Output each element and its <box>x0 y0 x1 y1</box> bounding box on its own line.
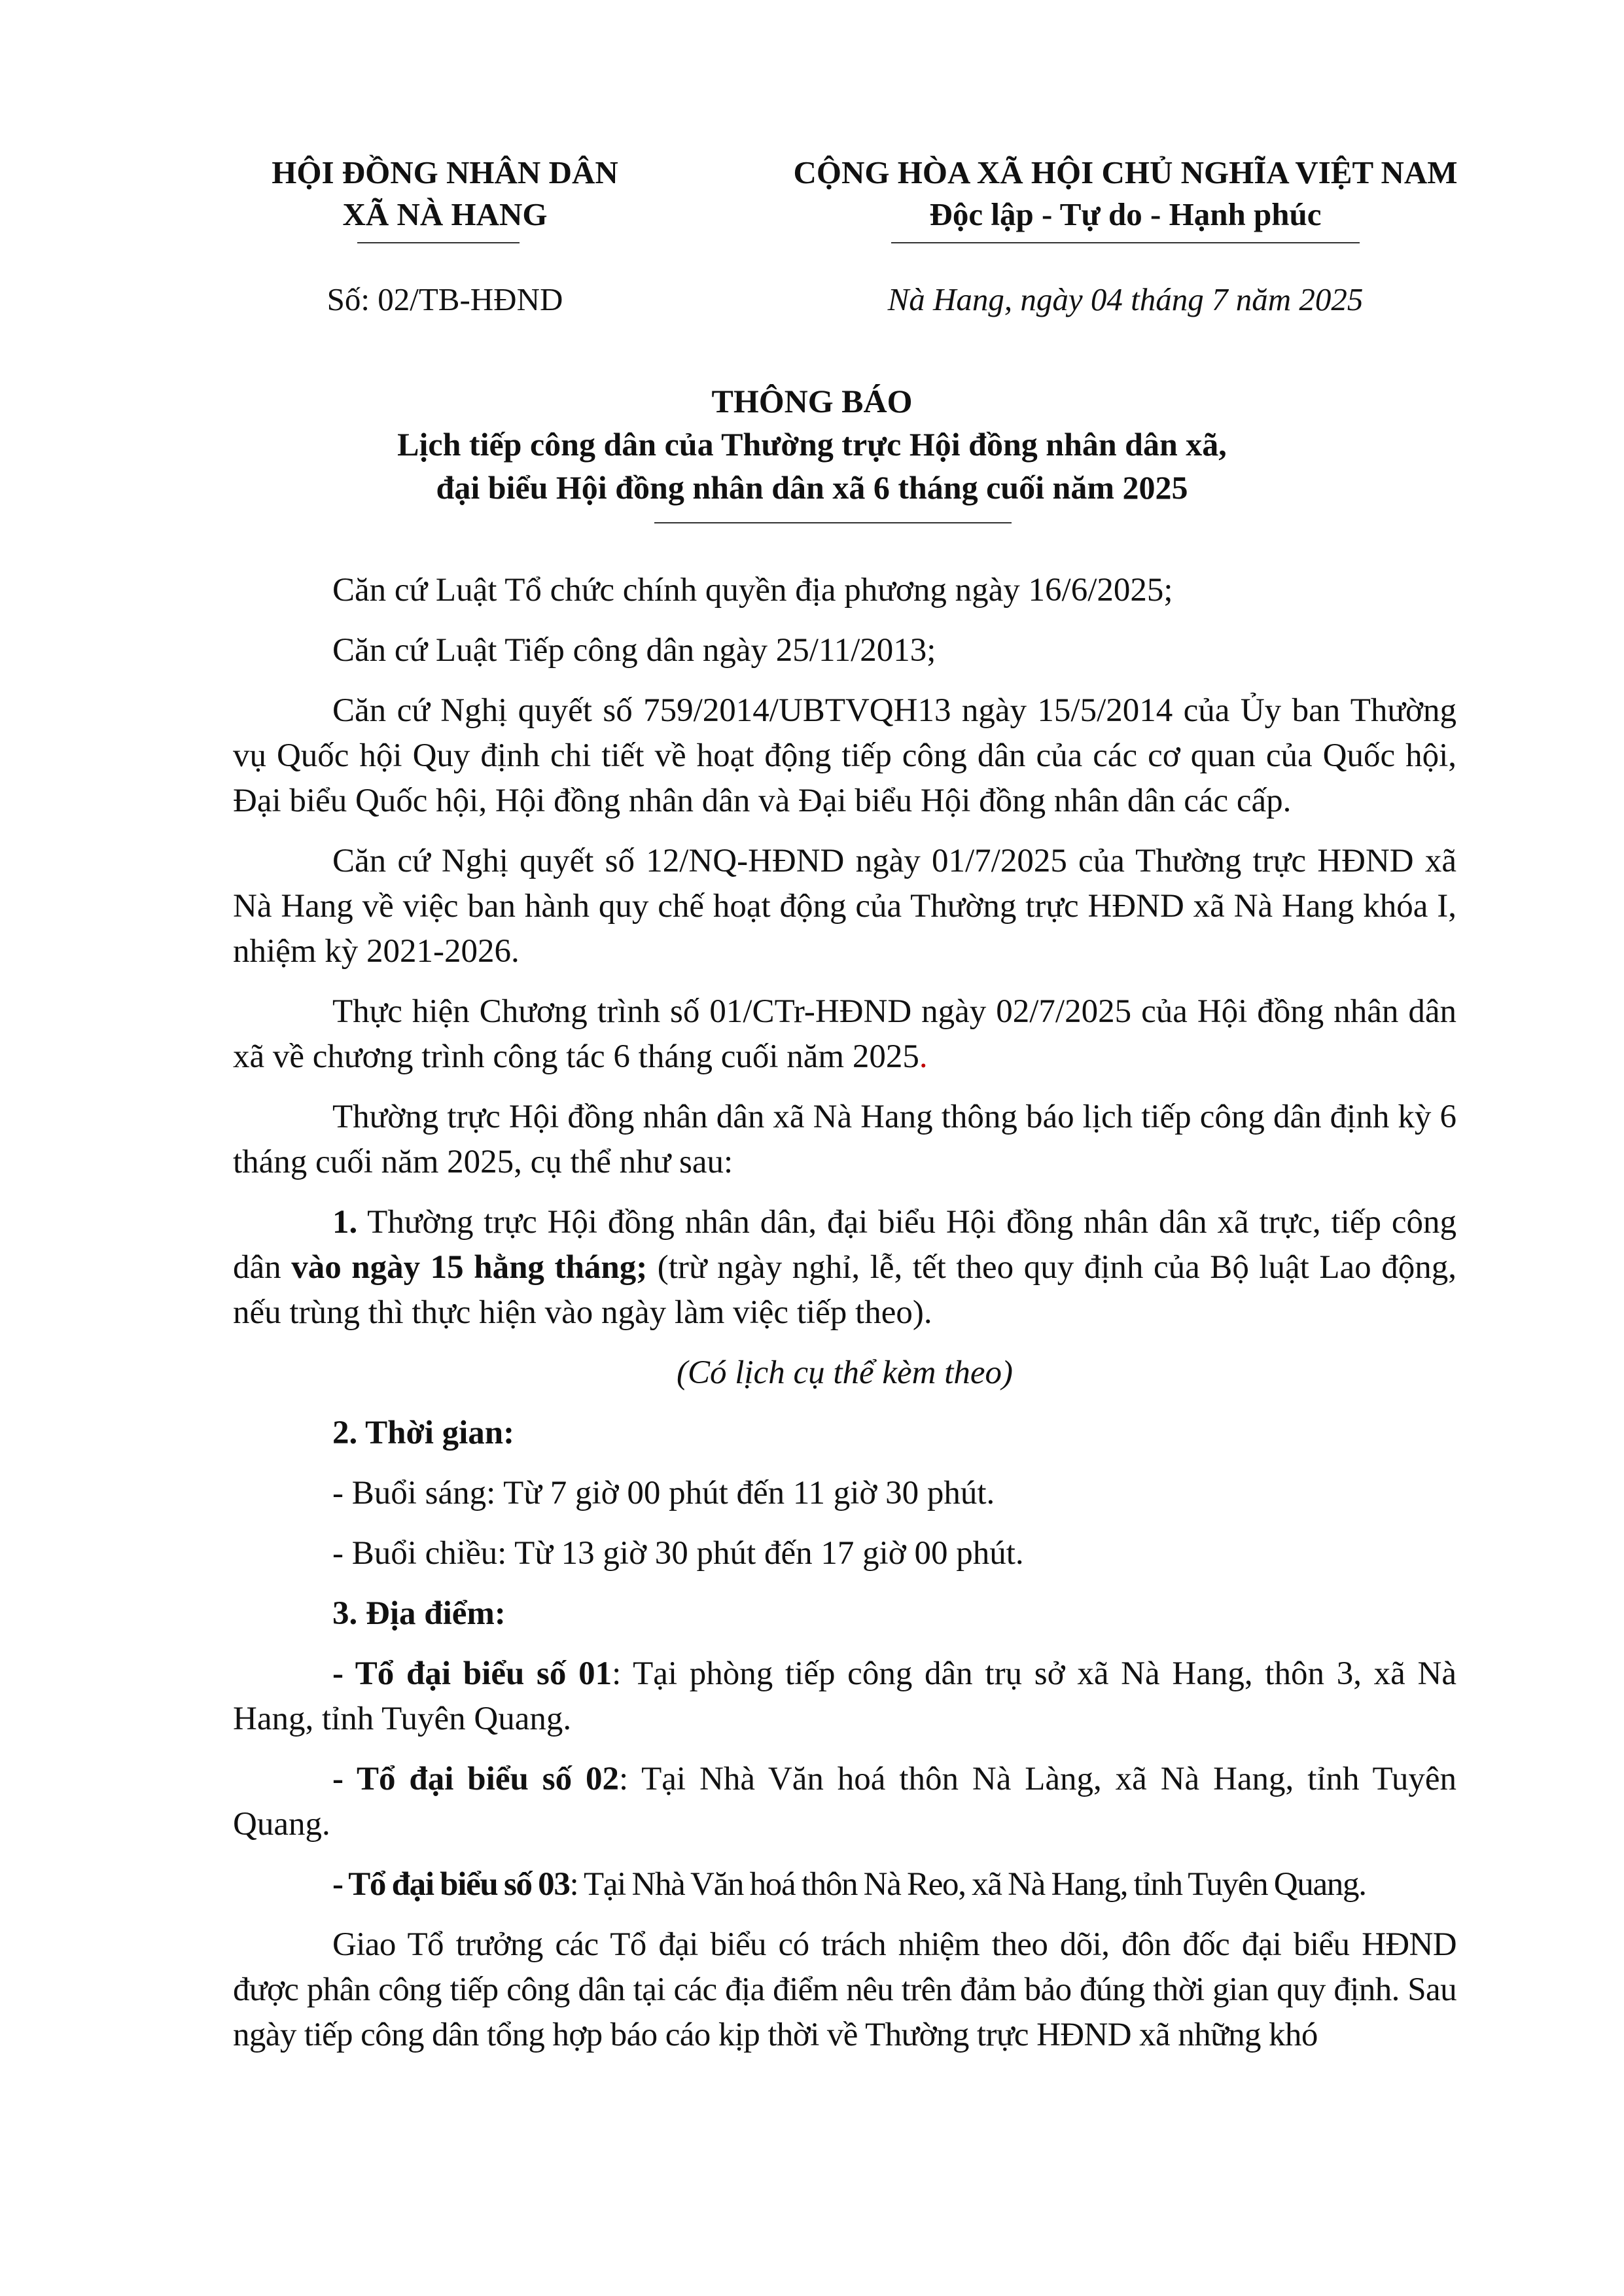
item-1-number: 1. <box>332 1204 358 1241</box>
document-date: Nà Hang, ngày 04 tháng 7 năm 2025 <box>887 281 1364 317</box>
item-1-note: (Có lịch cụ thể kèm theo) <box>676 1354 1014 1391</box>
item-1 <box>233 1200 1456 1335</box>
legal-basis-2: Căn cứ Luật Tiếp công dân ngày 25/11/2013; <box>332 632 936 669</box>
title-subtitle-line1: Lịch tiếp công dân của Thường trực Hội đồng nhân dân xã, <box>397 426 1227 463</box>
national-header <box>726 152 1525 236</box>
legal-basis-4: Căn cứ Nghị quyết số 12/NQ-HĐND ngày 01/7/2025 của Thường trực HĐND xã Nà Hang về việc ban hành quy chế hoạt động của Thường trực HĐND xã Nà Hang khóa I, nhiệm kỳ 2021-2026. <box>233 843 1456 970</box>
issuing-authority <box>216 152 674 236</box>
group-3-text: : Tại Nhà Văn hoá thôn Nà Reo, xã Nà Hang, tỉnh Tuyên Quang. <box>569 1866 1366 1903</box>
legal-basis-5 <box>233 989 1456 1080</box>
document-number: Số: 02/TB-HĐND <box>327 281 563 317</box>
nation-motto: Độc lập - Tự do - Hạnh phúc <box>929 196 1322 232</box>
legal-basis-3: Căn cứ Nghị quyết số 759/2014/UBTVQH13 ngày 15/5/2014 của Ủy ban Thường vụ Quốc hội Quy định chi tiết về hoạt động tiếp công dân của các cơ quan của Quốc hội, Đại biểu Quốc hội, Hội đồng nhân dân và Đại biểu Hội đồng nhân dân các cấp. <box>233 692 1456 819</box>
item-1-schedule: vào ngày 15 hằng tháng; <box>291 1249 648 1286</box>
item-2-afternoon: - Buổi chiều: Từ 13 giờ 30 phút đến 17 giờ 00 phút. <box>332 1535 1024 1572</box>
location-group-3 <box>233 1862 1456 1907</box>
authority-commune: XÃ NÀ HANG <box>342 196 548 232</box>
group-1-label: - Tổ đại biểu số 01 <box>332 1655 612 1692</box>
title-main: THÔNG BÁO <box>711 383 913 419</box>
title-subtitle-line2: đại biểu Hội đồng nhân dân xã 6 tháng cuối năm 2025 <box>436 469 1188 506</box>
item-1-text-b: (trừ ngày nghỉ, lễ, tết theo quy định của Bộ luật Lao động, nếu trùng thì thực hiện vào ngày làm việc tiếp theo). <box>233 1249 1456 1331</box>
nation-name: CỘNG HÒA XÃ HỘI CHỦ NGHĨA VIỆT NAM <box>793 154 1458 190</box>
group-2-label: - Tổ đại biểu số 02 <box>332 1761 619 1797</box>
intro-paragraph: Thường trực Hội đồng nhân dân xã Nà Hang thông báo lịch tiếp công dân định kỳ 6 tháng cuối năm 2025, cụ thể như sau: <box>233 1099 1456 1180</box>
title-underline <box>654 522 1012 523</box>
authority-underline <box>357 242 520 243</box>
item-1-text-a: Thường trực Hội đồng nhân dân, đại biểu Hội đồng nhân dân xã trực, tiếp công dân <box>233 1204 1456 1286</box>
assignment-paragraph: Giao Tổ trưởng các Tổ đại biểu có trách nhiệm theo dõi, đôn đốc đại biểu HĐND được phân công tiếp công dân tại các địa điểm nêu trên đảm bảo đúng thời gian quy định. Sau ngày tiếp công dân tổng hợp báo cáo kịp thời về Thường trực HĐND xã những khó <box>233 1926 1456 2053</box>
group-2-text: : Tại Nhà Văn hoá thôn Nà Làng, xã Nà Hang, tỉnh Tuyên Quang. <box>233 1761 1457 1843</box>
group-3-label: - Tổ đại biểu số 03 <box>332 1866 570 1903</box>
group-1-text: : Tại phòng tiếp công dân trụ sở xã Nà Hang, thôn 3, xã Nà Hang, tỉnh Tuyên Quang. <box>233 1655 1456 1737</box>
legal-basis-1: Căn cứ Luật Tổ chức chính quyền địa phương ngày 16/6/2025; <box>332 572 1173 609</box>
authority-name: HỘI ĐỒNG NHÂN DÂN <box>272 154 618 190</box>
motto-underline <box>891 242 1360 243</box>
document-body <box>233 568 1456 2073</box>
item-2-morning: - Buổi sáng: Từ 7 giờ 00 phút đến 11 giờ 30 phút. <box>332 1475 995 1511</box>
item-2-heading: 2. Thời gian: <box>332 1415 515 1451</box>
legal-basis-5-period: . <box>919 1038 928 1075</box>
item-3-heading: 3. Địa điểm: <box>332 1595 506 1632</box>
legal-basis-5-text: Thực hiện Chương trình số 01/CTr-HĐND ngày 02/7/2025 của Hội đồng nhân dân xã về chương trình công tác 6 tháng cuối năm 2025 <box>233 993 1456 1075</box>
location-group-2 <box>233 1757 1456 1847</box>
document-title <box>216 380 1408 509</box>
location-group-1 <box>233 1651 1456 1742</box>
